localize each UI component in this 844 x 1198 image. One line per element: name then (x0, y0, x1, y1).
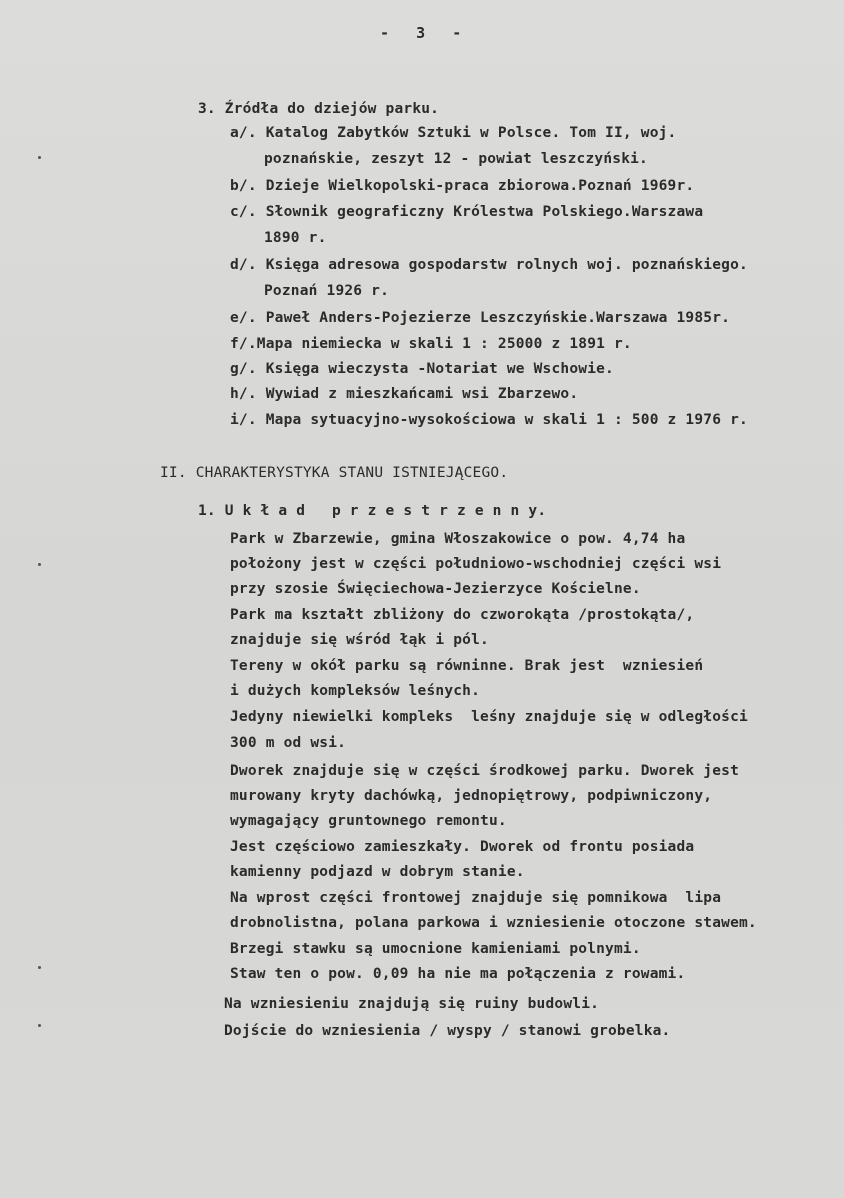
text-line: Park ma kształt zbliżony do czworokąta /prostokąta/, (230, 607, 695, 623)
list-item: h/. Wywiad z mieszkańcami wsi Zbarzewo. (230, 386, 579, 402)
text-line: i dużych kompleksów leśnych. (230, 683, 481, 699)
text-line: Staw ten o pow. 0,09 ha nie ma połączenia z rowami. (230, 966, 686, 982)
list-item: 1890 r. (264, 230, 327, 246)
list-item: g/. Księga wieczysta -Notariat we Wschowie. (230, 361, 614, 377)
text-line: 300 m od wsi. (230, 735, 347, 751)
list-item: e/. Paweł Anders-Pojezierze Leszczyńskie.Warszawa 1985r. (230, 310, 731, 326)
margin-mark (38, 156, 41, 159)
text-line: Dojście do wzniesienia / wyspy / stanowi grobelka. (224, 1023, 671, 1039)
list-item: c/. Słownik geograficzny Królestwa Polskiego.Warszawa (230, 204, 704, 220)
list-item: poznańskie, zeszyt 12 - powiat leszczyński. (264, 151, 648, 167)
text-line: Jedyny niewielki kompleks leśny znajduje się w odległości (230, 709, 748, 725)
margin-mark (38, 966, 41, 969)
list-item: a/. Katalog Zabytków Sztuki w Polsce. Tom II, woj. (230, 125, 677, 141)
list-item: f/.Mapa niemiecka w skali 1 : 25000 z 1891 r. (230, 336, 632, 352)
list-item: d/. Księga adresowa gospodarstw rolnych woj. poznańskiego. (230, 257, 748, 273)
text-line: Park w Zbarzewie, gmina Włoszakowice o pow. 4,74 ha (230, 531, 686, 547)
list-item: Poznań 1926 r. (264, 283, 390, 299)
text-line: kamienny podjazd w dobrym stanie. (230, 864, 525, 880)
text-line: Tereny w okół parku są równinne. Brak jest wzniesień (230, 658, 704, 674)
list-item: b/. Dzieje Wielkopolski-praca zbiorowa.Poznań 1969r. (230, 178, 695, 194)
margin-mark (38, 1024, 41, 1027)
text-line: położony jest w części południowo-wschodniej części wsi (230, 556, 722, 572)
text-line: murowany kryty dachówką, jednopiętrowy, podpiwniczony, (230, 788, 713, 804)
text-line: drobnolistna, polana parkowa i wzniesienie otoczone stawem. (230, 915, 757, 931)
text-line: przy szosie Święciechowa-Jezierzyce Kościelne. (230, 581, 641, 597)
list-item: i/. Mapa sytuacyjno-wysokościowa w skali 1 : 500 z 1976 r. (230, 412, 748, 428)
section-heading: II. CHARAKTERYSTYKA STANU ISTNIEJĄCEGO. (160, 465, 509, 481)
text-line: Dworek znajduje się w części środkowej parku. Dworek jest (230, 763, 739, 779)
text-line: Jest częściowo zamieszkały. Dworek od frontu posiada (230, 839, 695, 855)
sub-heading: 1. U k ł a d p r z e s t r z e n n y. (198, 503, 547, 519)
text-line: Na wzniesieniu znajdują się ruiny budowli. (224, 996, 600, 1012)
margin-mark (38, 563, 41, 566)
text-line: Brzegi stawku są umocnione kamieniami polnymi. (230, 941, 641, 957)
text-line: Na wprost części frontowej znajduje się pomnikowa lipa (230, 890, 722, 906)
text-line: wymagający gruntownego remontu. (230, 813, 507, 829)
section-heading: 3. Źródła do dziejów parku. (198, 101, 440, 117)
text-line: znajduje się wśród łąk i pól. (230, 632, 489, 648)
page-number: - 3 - (380, 24, 462, 42)
